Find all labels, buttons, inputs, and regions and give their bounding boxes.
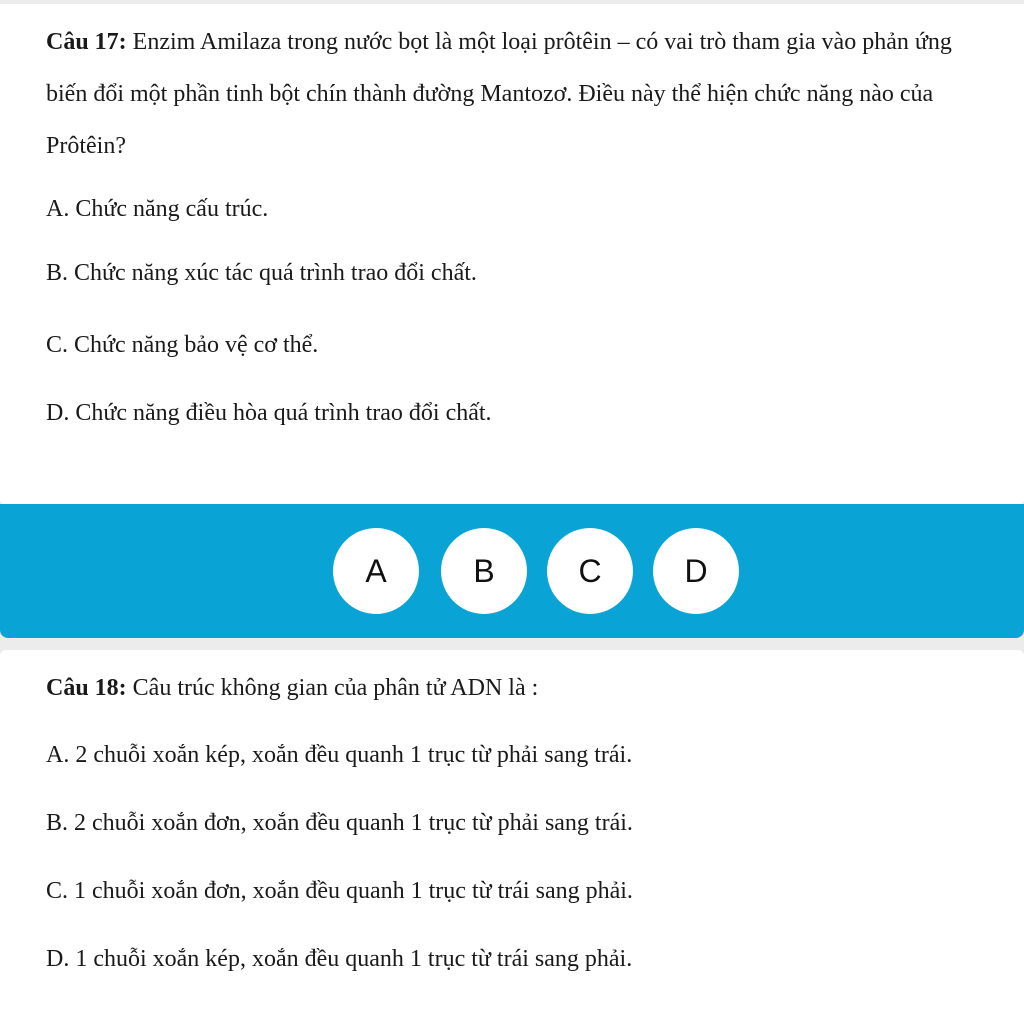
- question-17-number: Câu 17:: [46, 29, 127, 55]
- answer-a-button[interactable]: A: [333, 528, 419, 614]
- question-18-option-b: B. 2 chuỗi xoắn đơn, xoắn đều quanh 1 trục từ phải sang trái.: [46, 810, 633, 836]
- question-18-number: Câu 18:: [46, 675, 127, 701]
- question-18-text: Câu trúc không gian của phân tử ADN là :: [132, 675, 539, 701]
- question-18: [46, 662, 996, 714]
- answer-c-button[interactable]: C: [547, 528, 633, 614]
- answer-d-button[interactable]: D: [653, 528, 739, 614]
- question-17-text: Enzim Amilaza trong nước bọt là một loại prôtêin – có vai trò tham gia vào phản ứng biến đổi một phần tinh bột chín thành đường Mantozơ. Điều này thể hiện chức năng nào của Prôtêin?: [46, 29, 952, 159]
- question-17-option-c: C. Chức năng bảo vệ cơ thể.: [46, 332, 319, 358]
- question-17-option-b: B. Chức năng xúc tác quá trình trao đổi chất.: [46, 260, 477, 286]
- answer-bar: [0, 504, 1024, 638]
- question-17-option-a: A. Chức năng cấu trúc.: [46, 196, 269, 222]
- question-17: [46, 16, 996, 172]
- question-18-option-a: A. 2 chuỗi xoắn kép, xoắn đều quanh 1 trục từ phải sang trái.: [46, 742, 633, 768]
- answer-b-button[interactable]: B: [441, 528, 527, 614]
- question-18-option-c: C. 1 chuỗi xoắn đơn, xoắn đều quanh 1 trục từ trái sang phải.: [46, 878, 633, 904]
- question-17-option-d: D. Chức năng điều hòa quá trình trao đổi chất.: [46, 400, 492, 426]
- question-18-option-d: D. 1 chuỗi xoắn kép, xoắn đều quanh 1 trục từ trái sang phải.: [46, 946, 633, 972]
